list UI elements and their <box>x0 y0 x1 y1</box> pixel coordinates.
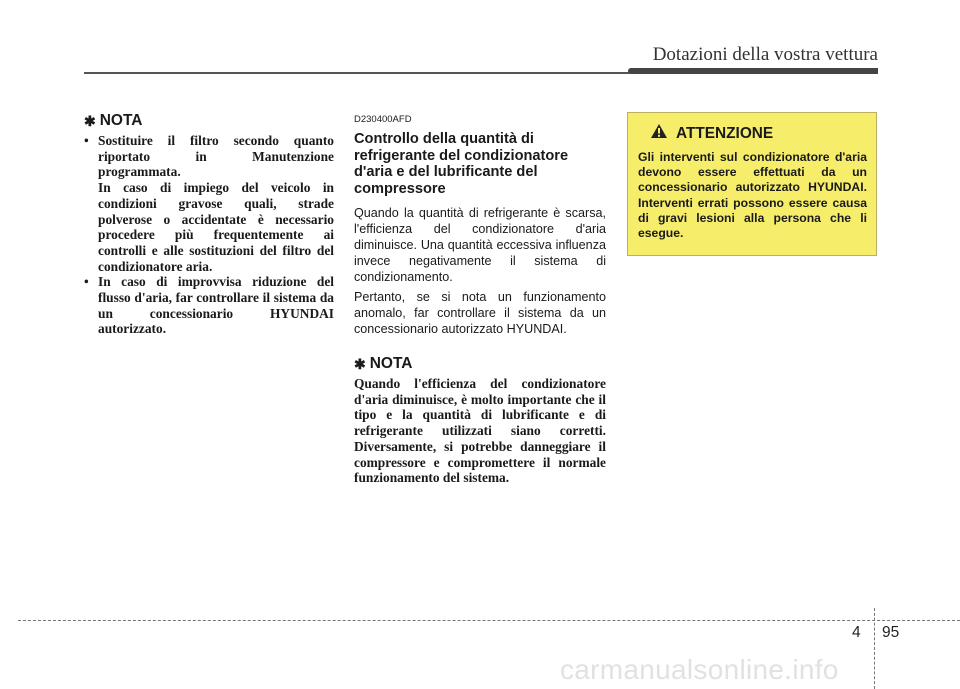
warning-text: Gli interventi sul condizionatore d'aria devono essere effettuati da un concessionario autorizzato HYUNDAI. Interventi errati possono essere causa di gravi lesioni alla persona che li esegue. <box>638 150 867 241</box>
bullet-paragraph: In caso di improvvisa riduzione del flusso d'aria, far controllare il sistema da un concessionario HYUNDAI autorizzato. <box>98 274 334 337</box>
bullet-paragraph: Sostituire il filtro secondo quanto riportato in Manutenzione programmata. <box>98 133 334 180</box>
column-left <box>84 112 334 337</box>
warning-heading <box>650 123 867 144</box>
body-paragraph: Quando la quantità di refrigerante è scarsa, l'efficienza del condizionatore d'aria diminuisce. Una quantità eccessiva influenza invece negativamente il sistema di condizionamento. <box>354 206 606 284</box>
column-middle <box>354 112 606 486</box>
section-title: Controllo della quantità di refrigerante del condizionatore d'aria e del lubrificante del compressore <box>354 131 569 197</box>
watermark: carmanualsonline.info <box>560 654 839 685</box>
footer-divider <box>874 608 875 689</box>
list-item <box>84 274 334 337</box>
column-right <box>627 112 877 256</box>
bullet-icon: • <box>84 274 89 290</box>
bullet-icon: • <box>84 133 89 148</box>
nota-label: NOTA <box>99 112 143 129</box>
cross-star-icon: ✱ <box>84 112 96 129</box>
footer-rule <box>18 620 960 621</box>
warning-box <box>627 112 877 256</box>
warning-triangle-icon <box>650 123 668 144</box>
bullet-paragraph: In caso di impiego del veicolo in condizioni gravose quali, strade polverose o accidentate è necessario procedere più frequentemente ai controlli e alle sostituzioni del filtro del condizionatore aria. <box>98 180 334 274</box>
chapter-number: 4 <box>852 624 861 641</box>
list-item <box>84 133 334 274</box>
nota-heading <box>84 112 334 130</box>
page-header-title: Dotazioni della vostra vettura <box>652 44 878 65</box>
warning-title: ATTENZIONE <box>676 124 774 142</box>
header-rule <box>84 72 630 74</box>
nota-text: Quando l'efficienza del condizionatore d'aria diminuisce, è molto importante che il tipo e la quantità di lubrificante e di refrigerante utilizzati siano corretti. Diversamente, si potrebbe danneggiare il compressore e compromettere il normale funzionamento del sistema. <box>354 376 606 486</box>
nota-label: NOTA <box>369 355 413 372</box>
body-paragraph: Pertanto, se si nota un funzionamento anomalo, far controllare il sistema da un concessionario autorizzato HYUNDAI. <box>354 290 606 336</box>
cross-star-icon: ✱ <box>354 355 366 372</box>
header-rule-accent <box>628 68 878 74</box>
page-number: 95 <box>882 624 900 641</box>
nota-heading <box>354 355 606 373</box>
section-code: D230400AFD <box>354 114 412 125</box>
nota-bullet-list <box>84 133 334 337</box>
